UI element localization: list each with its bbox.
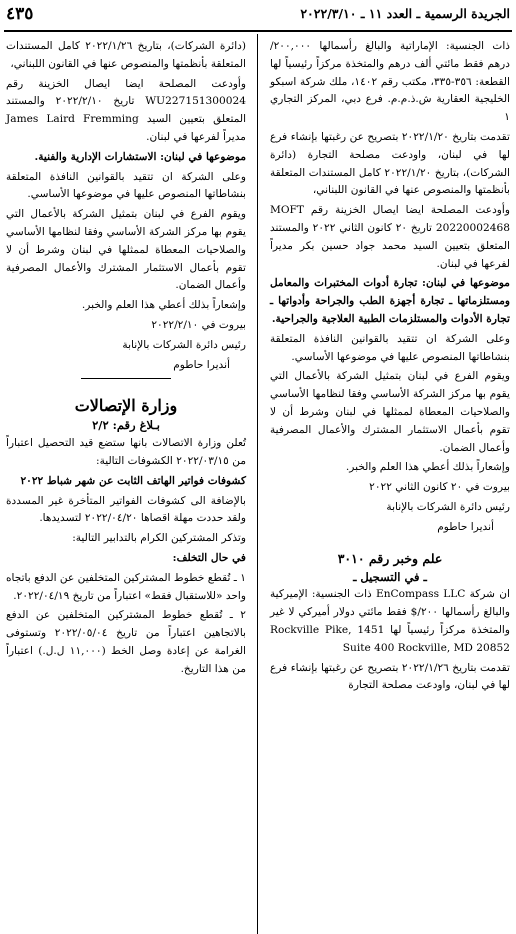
notice-number: بـلاغ رقم: ٢/٢	[92, 418, 160, 433]
notice-title: علم وخبر رقم ٣٠١٠	[337, 550, 443, 566]
paragraph: تقدمت بتاريخ ٢٠٢٢/١/٢٠ بتصريح عن رغبتها بإنشاء فرع لها في لبنان، واودعت مصلحة التجارة (دائرة الشركات)، بتاريخ ٢٠٢٢/١/٢٠ كامل المستندات المتعلقة بأنظمتها والمنصوص عنها في القانون اللبناني،	[270, 130, 510, 197]
paragraph: وعلى الشركة ان تتقيد بالقوانين النافذة المتعلقة بنشاطاتها المنصوص عليها في موضوعها الأساسي.	[270, 332, 510, 363]
paragraph: تُعلن وزارة الاتصالات بانها ستضع قيد التحصيل اعتباراً من ٢٠٢٢/٠٣/١٥ الكشوفات التالية:	[6, 437, 246, 467]
paragraph: ١ ـ تُقطع خطوط المشتركين المتخلفين عن الدفع باتجاه واحد «للاستقبال فقط» اعتباراً من تاريخ ٢٠٢٢/٠٤/١٩.	[5, 571, 246, 602]
paragraph: ٢ ـ تُقطع خطوط المشتركين المتخلفين عن الدفع بالاتجاهين اعتباراً من تاريخ ٢٠٢٢/٠٥/٠٤ وتستوفى الغرامة عن إعادة وصل الخط (١١,٠٠٠ ل.ل.) اعتباراً من هذا التاريخ.	[6, 609, 246, 675]
page-header	[0, 0, 516, 30]
paragraph: وأودعت المصلحة ايضا ايصال الخزينة رقم MOFT 20220002468 تاريخ ٢٠ كانون الثاني ٢٠٢٢ والمستند المتعلق بتعيين السيد محمد جواد حسين بكر مديراً لفرعها في لبنان.	[270, 204, 510, 270]
subject-paragraph: موضوعها في لبنان: الاستشارات الإدارية والفنية.	[34, 150, 246, 163]
bold-paragraph: كشوفات فواتير الهاتف الثابت عن شهر شباط ٢٠٢٢	[20, 474, 246, 487]
signer-title: رئيس دائرة الشركات بالإنابة	[386, 500, 510, 513]
paragraph: ويقوم الفرع في لبنان بتمثيل الشركة بالأعمال التي يقوم بها مركز الشركة الأساسي وفقا لنظامها الأساسي والصلاحيات المعطاة لممثلها في لبنان وشرط أن لا تقوم بأعمال الاستثمار المشترك والأعمال المصرفية وأعمال الضمان.	[6, 208, 246, 292]
paragraph: ان شركة EnCompass LLC ذات الجنسية: الإميركية والبالغ رأسمالها ٢٠٠/$ فقط مائتي دولار أميركي لا غير والمتخذة مركزاً رئيسياً لها 1451 Rockville Pike, Suite 400 Rockville, MD 20852	[270, 588, 510, 654]
paragraph: وعلى الشركة ان تتقيد بالقوانين النافذة المتعلقة بنشاطاتها المنصوص عليها في موضوعها الأساسي.	[6, 170, 246, 201]
right-column	[270, 38, 510, 934]
header-rule	[4, 30, 512, 32]
paragraph: ويقوم الفرع في لبنان بتمثيل الشركة بالأعمال التي يقوم بها مركز الشركة الأساسي وفقا لنظامها الأساسي والصلاحيات المعطاة لممثلها في لبنان وشرط أن لا تقوم بأعمال الاستثمار المشترك والأعمال المصرفية وأعمال الضمان.	[270, 370, 510, 454]
column-divider	[257, 34, 258, 934]
paragraph: وإشعاراً بذلك أعطي هذا العلم والخبر.	[345, 461, 510, 474]
separator-line	[81, 378, 171, 379]
paragraph: وإشعاراً بذلك أعطي هذا العلم والخبر.	[81, 299, 246, 312]
left-column	[6, 38, 246, 934]
signer-title: رئيس دائرة الشركات بالإنابة	[122, 338, 246, 351]
paragraph: وتذكر المشتركين الكرام بالتدابير التالية:	[72, 532, 246, 545]
notice-subtitle: ـ في التسجيل ـ	[353, 569, 427, 584]
paragraph: تقدمت بتاريخ ٢٠٢٢/١/٢٦ بتصريح عن رغبتها بإنشاء فرع لها في لبنان، واودعت مصلحة التجارة	[270, 661, 510, 692]
page-number: ٤٣٥	[6, 4, 34, 24]
section-heading: في حال التخلف:	[172, 551, 246, 564]
signer-name: أنديرا حاطوم	[173, 358, 230, 371]
paragraph: (دائرة الشركات)، بتاريخ ٢٠٢٢/١/٢٦ كامل المستندات المتعلقة بأنظمتها والمنصوص عنها في القانون اللبناني،	[6, 40, 246, 70]
paragraph: وأودعت المصلحة ايضا ايصال الخزينة رقم WU227151300024 تاريخ ٢٠٢٢/٢/١٠ والمستند المتعلق بتعيين السيد James Laird Fremming مديراً لفرعها في لبنان.	[6, 77, 247, 143]
date-line: بيروت في ٢٠ كانون الثاني ٢٠٢٢	[369, 481, 510, 494]
signer-name: أنديرا حاطوم	[437, 520, 494, 533]
ministry-heading: وزارة الإتصالات	[74, 396, 178, 416]
paragraph: بالإضافة الى كشوفات الفواتير المتأخرة غير المسددة ولقد حددت مهلة اقصاها ٢٠٢٢/٠٤/٢٠ لتسديدها.	[6, 494, 246, 525]
subject-paragraph: موضوعها في لبنان: تجارة أدوات المختبرات والمعامل ومستلزماتها ـ تجارة أجهزة الطب والجراحة وأدواتها ـ تجارة الأدوات والمستلزمات الطبية العلاجية والجراحية.	[270, 277, 510, 325]
paragraph: ذات الجنسية: الإماراتية والبالغ رأسمالها ٢٠٠,٠٠٠/ درهم فقط مائتي ألف درهم والمتخذة مركزاً رئيسياً لها القطعة: ٣٥٦-٣٣٥، مكتب رقم ١٤٠٢، ملك شركة اسبكو الخليجية العقارية ش.ذ.م.م. فرع دبي، المركز التجاري ١	[270, 40, 510, 124]
date-line: بيروت في ٢٠٢٢/٢/١٠	[151, 318, 246, 331]
gazette-title: الجريدة الرسمية ـ العدد ١١ ـ ٢٠٢٢/٣/١٠	[300, 6, 510, 21]
